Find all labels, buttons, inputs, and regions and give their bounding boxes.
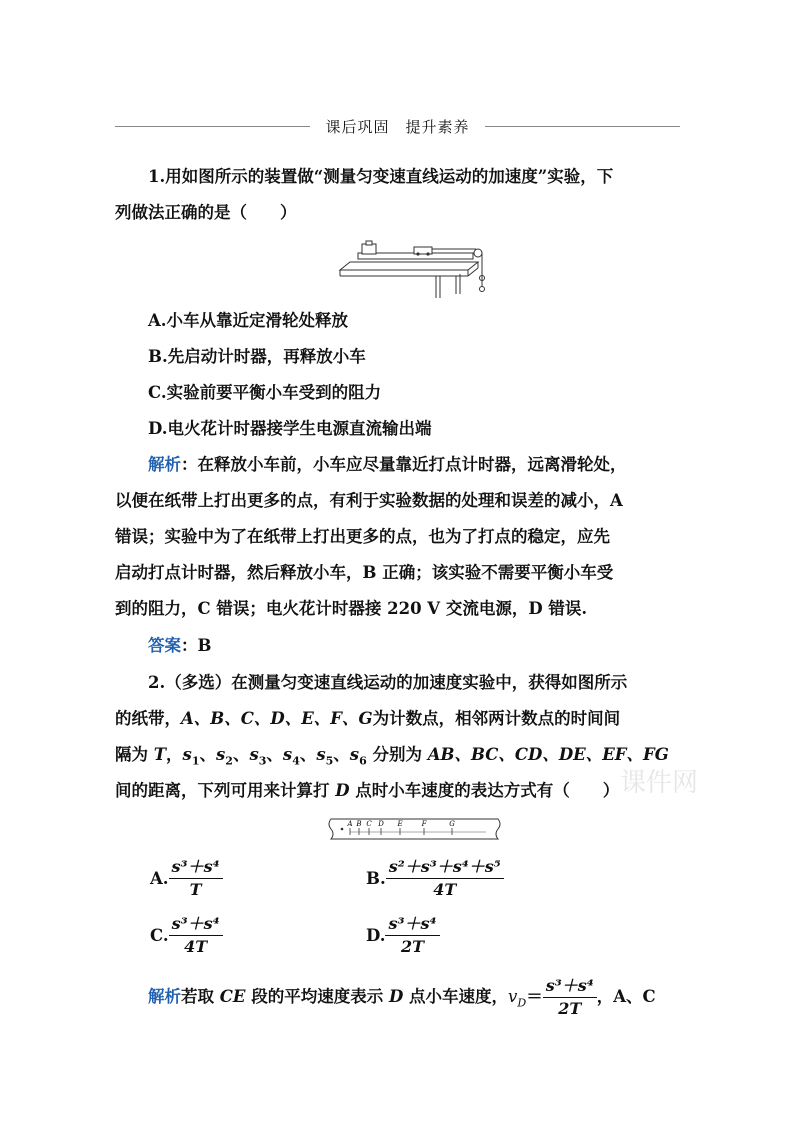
q1-analysis-line1: 解析：在释放小车前，小车应尽量靠近打点计时器，远离滑轮处， (148, 455, 627, 474)
q1-answer: 答案：B (148, 636, 212, 655)
q1-analysis-line3: 错误；实验中为了在纸带上打出更多的点，也为了打点的稳定，应先 (115, 527, 610, 546)
answer-label: 答案 (148, 636, 181, 655)
section-title: 课后巩固 提升素养 (325, 118, 470, 136)
q2-stem-line4: 间的距离，下列可用来计算打 D 点时小车速度的表达方式有（ ） (115, 781, 620, 800)
table-top (340, 262, 478, 270)
q2-stem-line1: 2.（多选）在测量匀变速直线运动的加速度实验中，获得如图所示 (148, 673, 628, 692)
q1-stem-line1: 1.用如图所示的装置做“测量匀变速直线运动的加速度”实验，下 (148, 167, 614, 186)
analysis-label: 解析 (148, 455, 181, 474)
q2-option-c: C. $\frac{\text{s³＋s⁴}}{4T}$ (150, 913, 223, 958)
paper-tape-figure (328, 816, 504, 842)
tape-point-label: E (397, 820, 403, 828)
q1-analysis-line2: 以便在纸带上打出更多的点，有利于实验数据的处理和误差的减小，A (115, 491, 623, 510)
cart (414, 247, 432, 254)
watermark: 课件网 (620, 768, 699, 798)
tape-point-label: G (449, 820, 455, 828)
fraction: $\frac{\text{s³＋s⁴}}{4T}$ (169, 913, 223, 958)
header-left-rule (115, 126, 310, 127)
q1-analysis-line5: 到的阻力，C 错误；电火花计时器接 220 V 交流电源，D 错误. (115, 599, 588, 618)
fraction: $\frac{\text{s²＋s³＋s⁴＋s⁵}}{4T}$ (386, 856, 504, 901)
q1-stem-line2: 列做法正确的是（ ） (115, 203, 297, 222)
fraction: $\frac{\text{s³＋s⁴}}{2T}$ (543, 975, 597, 1020)
q2-analysis: 解析若取 CE 段的平均速度表示 D 点小车速度，$v_D=$ $\frac{\text{s³＋s⁴}}{2T}$ ，A、C (148, 976, 656, 1018)
q1-option-d: D.电火花计时器接学生电源直流输出端 (148, 419, 432, 438)
tape-point-label: A (347, 820, 353, 828)
q2-stem-line2: 的纸带，A、B、C、D、E、F、G为计数点，相邻两计数点的时间间 (115, 709, 621, 728)
analysis-label: 解析 (148, 987, 181, 1006)
fraction: $\frac{\text{s³＋s⁴}}{2T}$ (385, 913, 439, 958)
tape-point-label: B (356, 820, 362, 828)
q2-option-d: D. $\frac{\text{s³＋s⁴}}{2T}$ (366, 913, 440, 958)
pulley (474, 249, 482, 257)
tape-point-label: D (378, 820, 384, 828)
fraction: $\frac{\text{s³＋s⁴}}{T}$ (169, 856, 223, 901)
q1-option-b: B.先启动计时器，再释放小车 (148, 347, 366, 366)
section-header (115, 116, 680, 138)
q1-analysis-line4: 启动打点计时器，然后释放小车，B 正确；该实验不需要平衡小车受 (115, 563, 614, 582)
header-right-rule (485, 126, 680, 127)
tape-point-label: F (421, 820, 427, 828)
q2-stem-line3: 隔为 T，$s_1$、$s_2$、$s_3$、$s_4$、$s_5$、$s_6$ 分别为 AB、BC、CD、DE、EF、FG (115, 745, 669, 768)
q1-option-c: C.实验前要平衡小车受到的阻力 (148, 383, 382, 402)
tape-outline (329, 819, 500, 839)
q2-option-b: B. $\frac{\text{s²＋s³＋s⁴＋s⁵}}{4T}$ (366, 856, 504, 901)
q2-option-a: A. $\frac{\text{s³＋s⁴}}{T}$ (150, 856, 223, 901)
tape-point-label: C (366, 820, 372, 828)
q1-option-a: A.小车从靠近定滑轮处释放 (148, 311, 349, 330)
apparatus-figure (338, 234, 498, 302)
